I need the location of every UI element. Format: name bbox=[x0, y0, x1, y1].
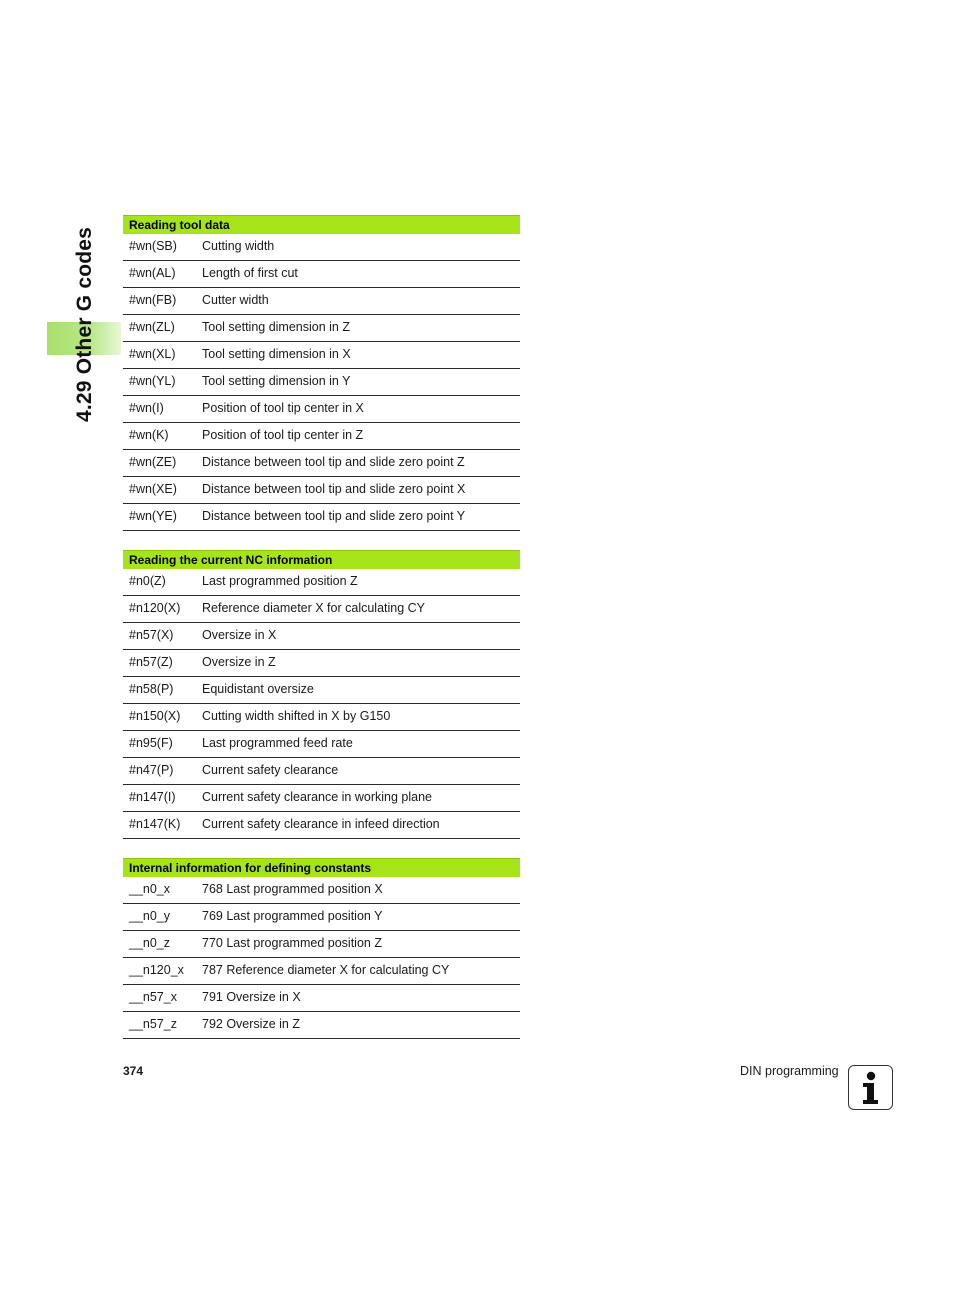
parameter-description: Oversize in Z bbox=[202, 655, 276, 669]
parameter-code: #n150(X) bbox=[129, 709, 181, 723]
parameter-code: #wn(ZL) bbox=[129, 320, 175, 334]
table-row bbox=[123, 342, 520, 369]
table-row bbox=[123, 423, 520, 450]
table-row bbox=[123, 931, 520, 958]
parameter-code: #wn(I) bbox=[129, 401, 164, 415]
table-header: Reading tool data bbox=[123, 215, 520, 234]
parameter-description: Current safety clearance in working plane bbox=[202, 790, 432, 804]
parameter-description: Last programmed position Z bbox=[202, 574, 358, 588]
parameter-description: 770 Last programmed position Z bbox=[202, 936, 382, 950]
table-row bbox=[123, 450, 520, 477]
parameter-code: #n120(X) bbox=[129, 601, 181, 615]
parameter-code: #wn(XE) bbox=[129, 482, 177, 496]
parameter-description: 768 Last programmed position X bbox=[202, 882, 383, 896]
parameter-description: Current safety clearance bbox=[202, 763, 339, 777]
footer-section: DIN programming bbox=[740, 1064, 839, 1078]
parameter-code: #wn(YE) bbox=[129, 509, 177, 523]
table-row bbox=[123, 785, 520, 812]
parameter-description: Position of tool tip center in Z bbox=[202, 428, 364, 442]
table-row bbox=[123, 958, 520, 985]
parameter-code: #wn(YL) bbox=[129, 374, 176, 388]
table-row bbox=[123, 369, 520, 396]
parameter-code: #wn(K) bbox=[129, 428, 169, 442]
table-row bbox=[123, 985, 520, 1012]
parameter-description: 792 Oversize in Z bbox=[202, 1017, 300, 1031]
table-row bbox=[123, 288, 520, 315]
parameter-code: #n57(X) bbox=[129, 628, 174, 642]
table-row bbox=[123, 1012, 520, 1039]
parameter-code: #wn(XL) bbox=[129, 347, 176, 361]
parameter-description: 791 Oversize in X bbox=[202, 990, 301, 1004]
table-header: Reading the current NC information bbox=[123, 550, 520, 569]
parameter-description: 769 Last programmed position Y bbox=[202, 909, 383, 923]
parameter-code: __n57_z bbox=[129, 1017, 177, 1031]
parameter-description: Tool setting dimension in Y bbox=[202, 374, 351, 388]
table-reading-nc-information bbox=[123, 550, 520, 839]
parameter-description: Cutter width bbox=[202, 293, 269, 307]
parameter-description: Tool setting dimension in Z bbox=[202, 320, 350, 334]
parameter-code: #n147(K) bbox=[129, 817, 181, 831]
parameter-description: Tool setting dimension in X bbox=[202, 347, 351, 361]
parameter-code: #n95(F) bbox=[129, 736, 173, 750]
table-row bbox=[123, 677, 520, 704]
page-number: 374 bbox=[123, 1064, 144, 1078]
parameter-description: Distance between tool tip and slide zero point Z bbox=[202, 455, 465, 469]
parameter-code: #wn(FB) bbox=[129, 293, 177, 307]
table-row bbox=[123, 504, 520, 531]
table-row bbox=[123, 704, 520, 731]
parameter-description: Current safety clearance in infeed direction bbox=[202, 817, 440, 831]
parameter-description: Equidistant oversize bbox=[202, 682, 314, 696]
parameter-code: #wn(AL) bbox=[129, 266, 176, 280]
parameter-description: Distance between tool tip and slide zero point Y bbox=[202, 509, 466, 523]
parameter-description: Position of tool tip center in X bbox=[202, 401, 364, 415]
parameter-code: #wn(SB) bbox=[129, 239, 177, 253]
parameter-code: __n120_x bbox=[129, 963, 184, 977]
table-row bbox=[123, 596, 520, 623]
table-row bbox=[123, 758, 520, 785]
parameter-description: Distance between tool tip and slide zero point X bbox=[202, 482, 466, 496]
table-row bbox=[123, 261, 520, 288]
parameter-code: __n0_z bbox=[129, 936, 171, 950]
table-row bbox=[123, 904, 520, 931]
parameter-description: Length of first cut bbox=[202, 266, 298, 280]
table-row bbox=[123, 396, 520, 423]
table-internal-constants bbox=[123, 858, 520, 1039]
parameter-code: #n0(Z) bbox=[129, 574, 166, 588]
parameter-description: 787 Reference diameter X for calculating CY bbox=[202, 963, 450, 977]
chapter-title: 4.29 Other G codes bbox=[73, 226, 96, 422]
parameter-code: __n0_y bbox=[129, 909, 171, 923]
parameter-description: Reference diameter X for calculating CY bbox=[202, 601, 426, 615]
table-row bbox=[123, 315, 520, 342]
info-icon bbox=[848, 1065, 893, 1110]
table-header: Internal information for defining constants bbox=[123, 858, 520, 877]
parameter-description: Cutting width bbox=[202, 239, 275, 253]
parameter-code: #n47(P) bbox=[129, 763, 174, 777]
table-row bbox=[123, 650, 520, 677]
parameter-description: Oversize in X bbox=[202, 628, 277, 642]
table-row bbox=[123, 234, 520, 261]
parameter-code: __n57_x bbox=[129, 990, 177, 1004]
parameter-code: __n0_x bbox=[129, 882, 171, 896]
table-row bbox=[123, 477, 520, 504]
parameter-code: #n58(P) bbox=[129, 682, 174, 696]
table-row bbox=[123, 877, 520, 904]
parameter-code: #n57(Z) bbox=[129, 655, 173, 669]
table-row bbox=[123, 623, 520, 650]
table-row bbox=[123, 731, 520, 758]
parameter-code: #wn(ZE) bbox=[129, 455, 177, 469]
parameter-description: Last programmed feed rate bbox=[202, 736, 353, 750]
table-row bbox=[123, 569, 520, 596]
table-row bbox=[123, 812, 520, 839]
parameter-code: #n147(I) bbox=[129, 790, 176, 804]
table-reading-tool-data bbox=[123, 215, 520, 531]
parameter-description: Cutting width shifted in X by G150 bbox=[202, 709, 391, 723]
